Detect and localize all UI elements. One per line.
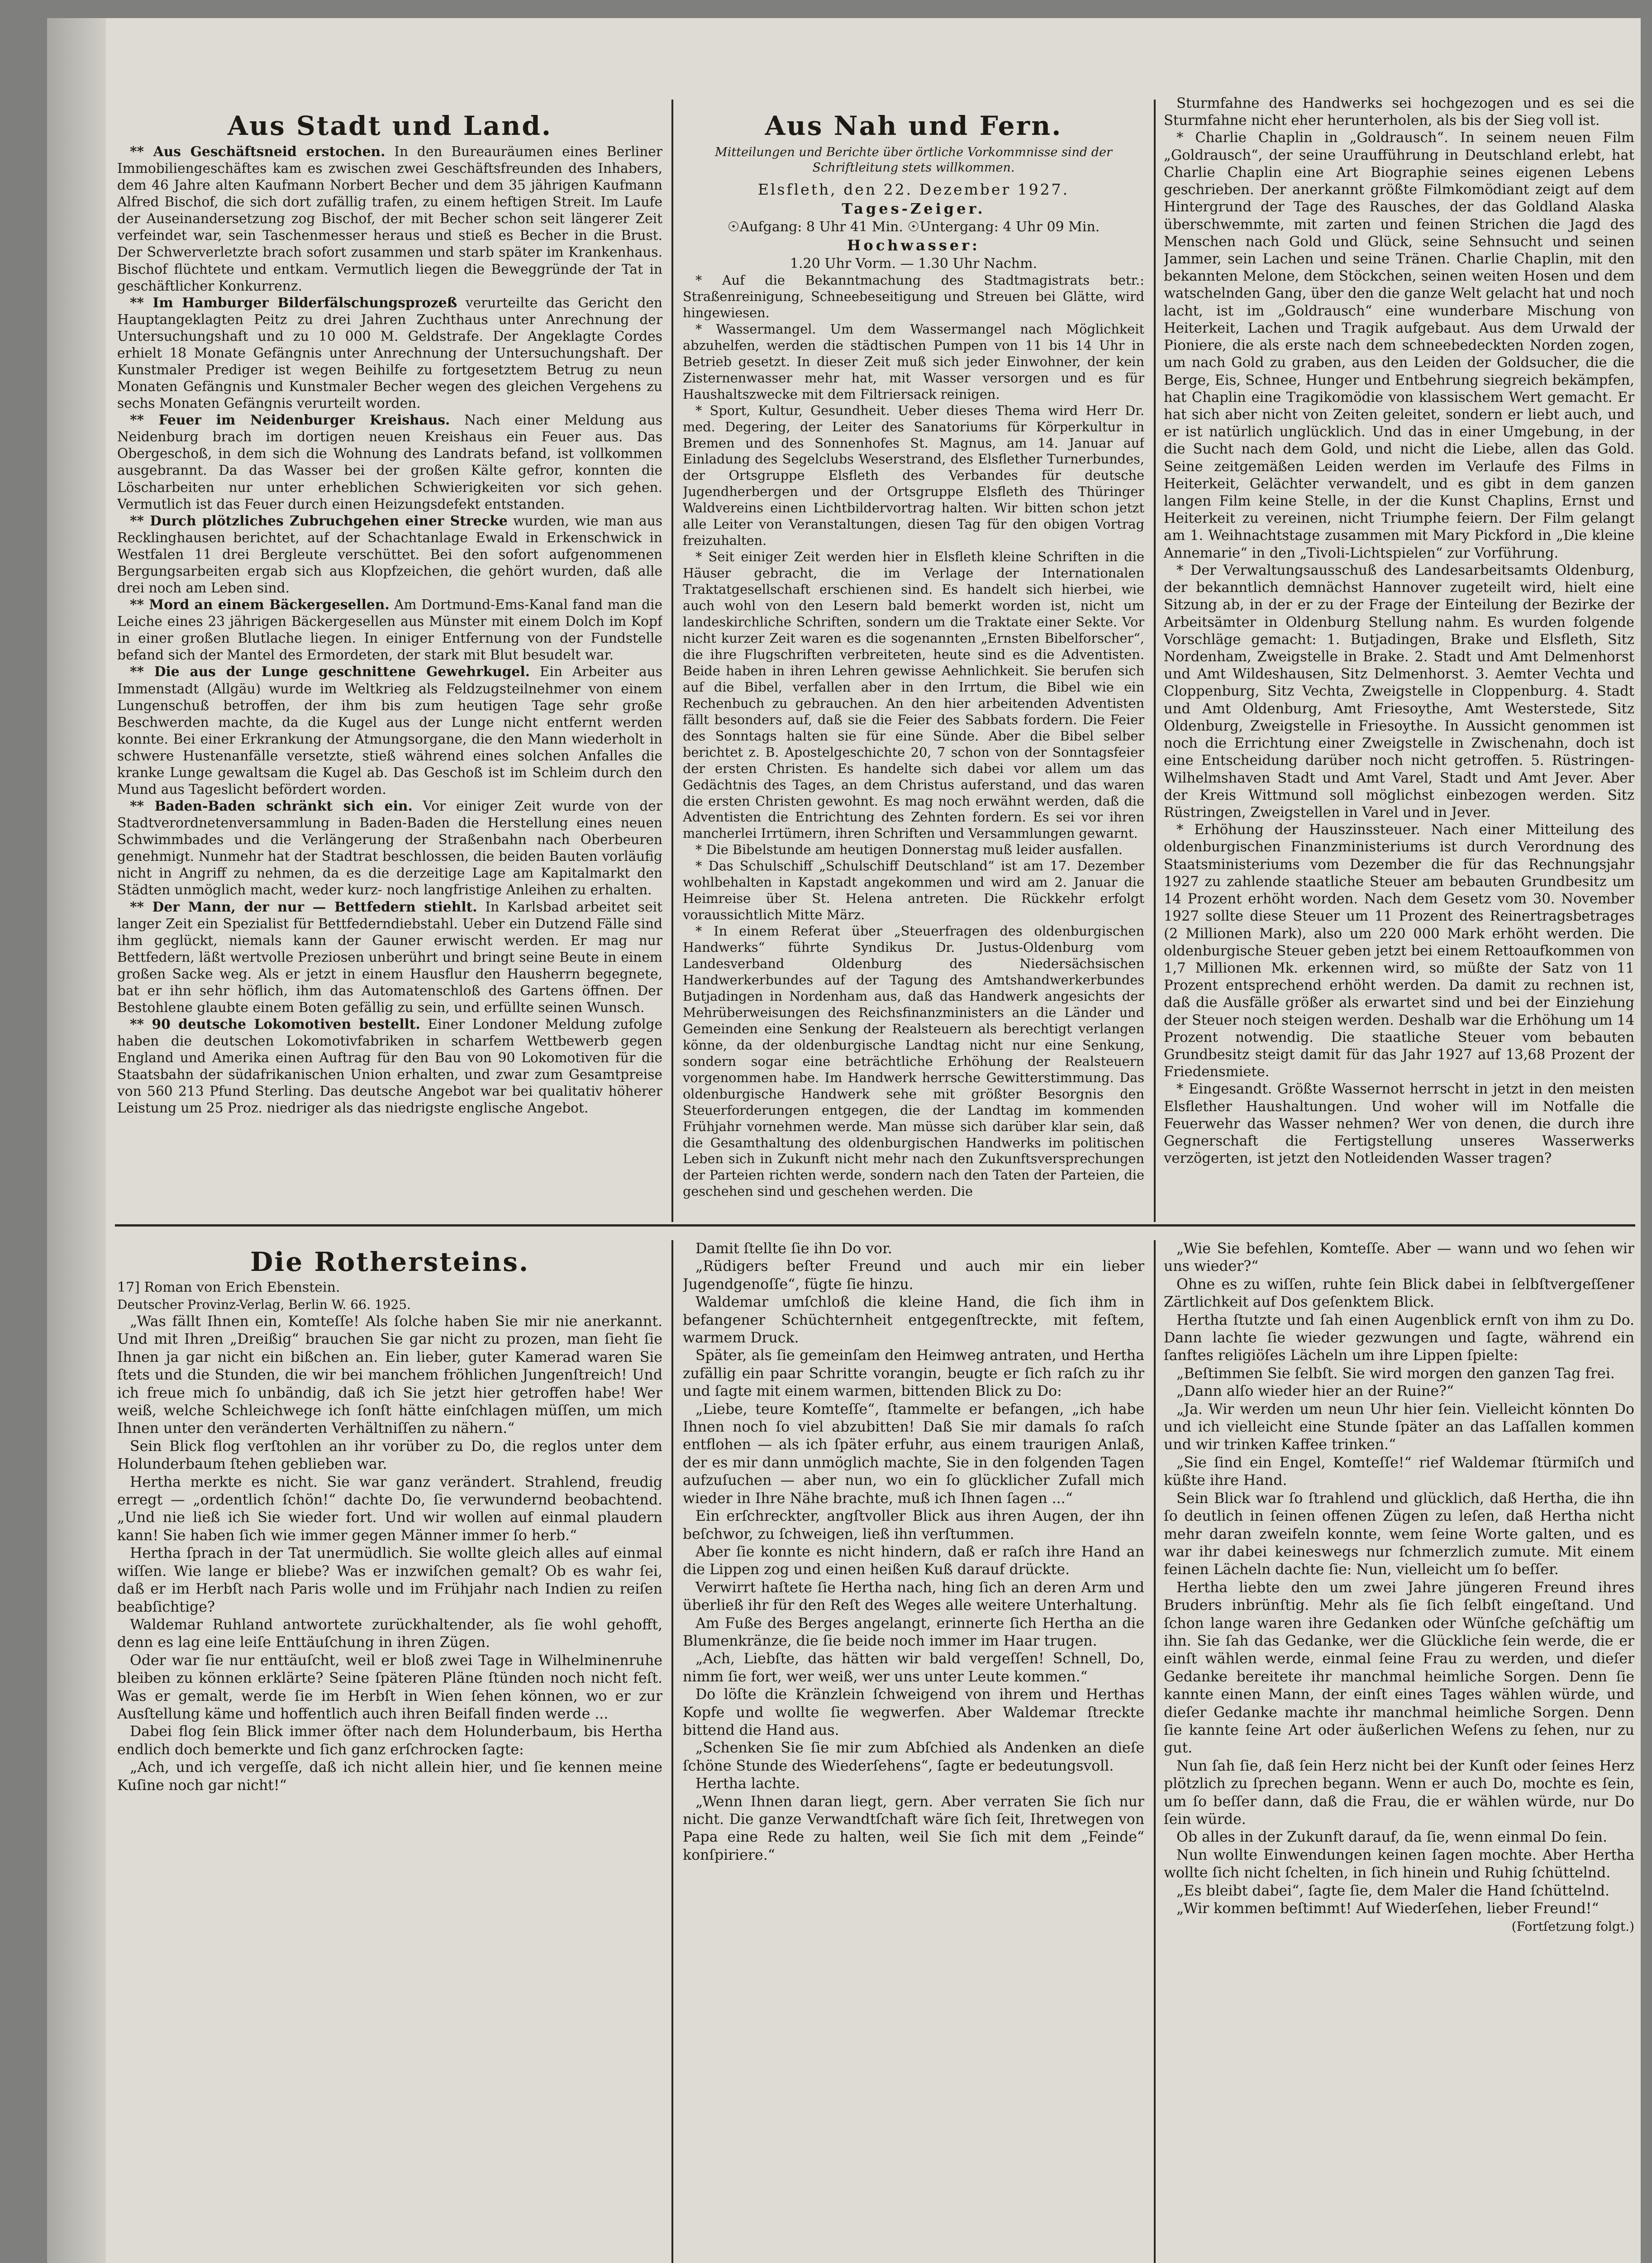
news-text: verurteilte das Gericht den Hauptangeklagten Peitz zu drei Jahren Zuchthaus unter Anrechnung der Untersuchungshaft und zu 10 000 M. Geldstrafe. Der Angeklagte Cordes erhielt 18 Monate Gefängnis unter Anrechnung der Untersuchungshaft. Der Kunstmaler Prediger ist wegen Beihilfe zu fortgesetztem Betrug zu neun Monaten Gefängnis und Kunstmaler Becher wegen des gleichen Vergehens zu sechs Monaten Gefängnis verurteilt worden.: [117, 294, 662, 411]
novel-paragraph: Nun wollte Einwendungen keinen ſagen mochte. Aber Hertha wollte ſich nicht ſchelten, in ſich hinein und Ruhig ſchüttelnd.: [1164, 1847, 1634, 1881]
news-item: * Wassermangel. Um dem Wassermangel nach Möglichkeit abzuhelfen, werden die städtischen Pumpen von 11 bis 14 Uhr in Betrieb gesetzt. In dieser Zeit muß sich jeder Einwohner, der kein Zisternenwasser mehr hat, mit Wasser versorgen und es für Haushaltszwecke mit dem Filtriersack reinigen.: [683, 321, 1144, 402]
news-headline: ** Durch plötzliches Zubruchgehen einer Strecke: [130, 512, 508, 529]
novel-paragraph: Ob alles in der Zukunft darauf, da ſie, wenn einmal Do ſein.: [1176, 1829, 1607, 1846]
novel-byline: [117, 1279, 662, 1296]
novel-paragraph: Hertha liebte den um zwei Jahre jüngeren Freund ihres Bruders inbrünſtig. Mehr als ſie ſich ſelbſt eingeſtand. Und ſchon lange waren ihre Gedanken oder Wünſche geſchäftig um ihn. Sie ſah das Gedanke, wer die Glückliche ſein werde, die er einſt wählen werde, einmal ſeine Frau zu werden, und dieſer Gedanke bereitete ihr manchmal heimliche Sorgen. Denn ſie kannte einen Mann, der einſt eines Tages wählen würde, und dieſer Gedanke machte ihr manchmal heimliche Sorgen. Denn ſie kannte ſeine Art oder äußerlichen Weſens zu ſehen, nur zu gut.: [1164, 1579, 1634, 1757]
news-item: [117, 898, 662, 1016]
news-item: [117, 143, 662, 294]
novel-paragraph: Waldemar umſchloß die kleine Hand, die ſich ihm in befangener Schüchternheit entgegenſtreckte, mit feſtem, warmem Druck.: [683, 1294, 1144, 1346]
news-text: Ein Arbeiter aus Immenstadt (Allgäu) wurde im Weltkrieg als Feldzugsteilnehmer von einem Lungenschuß betroffen, der ihm bis zum heutigen Tage sehr große Beschwerden machte, da die Kugel aus der Lunge nicht entfernt werden konnte. Bei einer Erkrankung der Atmungsorgane, die den Mann wiederholt in schwere Hustenanfälle versetzte, stieß während eines solchen Anfalles die kranke Lunge gewaltsam die Kugel ab. Das Geschoß ist im Schleim durch den Mund aus Tageslicht befördert worden.: [117, 664, 662, 797]
news-item: [117, 294, 662, 412]
news-headline: ** 90 deutsche Lokomotiven bestellt.: [130, 1016, 420, 1032]
novel-paragraph: Hertha ſprach in der Tat unermüdlich. Sie wollte gleich alles auf einmal wiſſen. Wie lange er bliebe? Was er inzwiſchen gemalt? Ob es wahr ſei, daß er im Herbſt nach Paris wolle und im Frühjahr nach Indien zu reiſen beabſichtige?: [117, 1545, 662, 1615]
section-title: Aus Nah und Fern.: [765, 110, 1062, 141]
column-rule: [1154, 100, 1156, 1222]
novel-paragraph: Sein Blick war ſo ſtrahlend und glücklich, daß Hertha, die ihn ſo deutlich in ſeinen offenen Zügen zu leſen, daß Hertha nicht mehr daran zweifeln konnte, wem ſeine Worte galten, und es war ihr dabei keineswegs nur ſchmerzlich zumute. Mit einem feinen Lächeln dachte ſie: Nun, vielleicht um ſo beſſer.: [1164, 1490, 1634, 1578]
news-headline: ** Feuer im Neidenburger Kreishaus.: [130, 412, 450, 428]
novel-text: [683, 1240, 1144, 1864]
novel-text: [117, 1313, 662, 1795]
tageszeiger-label: Tages-Zeiger.: [842, 200, 985, 217]
novel-paragraph: „Ja. Wir werden um neun Uhr hier ſein. Vielleicht könnten Do und ich vielleicht eine Stunde ſpäter an das Laſſallen kommen und wir trinken Kaffee trinken.“: [1164, 1401, 1634, 1453]
news-headline: ** Aus Geschäftsneid erstochen.: [130, 143, 386, 159]
section-subtitle: Mitteilungen und Berichte über örtliche Vorkommnisse sind der Schriftleitung stets willkommen.: [715, 145, 1112, 175]
novel-paragraph: Aber ſie konnte es nicht hindern, daß er raſch ihre Hand an die Lippen zog und einen heißen Kuß darauf drückte.: [683, 1543, 1144, 1578]
news-item: [117, 596, 662, 663]
news-text: Vor einiger Zeit wurde von der Stadtverordnetenversammlung in Baden-Baden die Herstellung eines neuen Schwimmbades und die Verlängerung der Straßenbahn nach Oberbeuren genehmigt. Nunmehr hat der Stadtrat beschlossen, die beiden Bauten vorläufig nicht in Angriff zu nehmen, da es die derzeitige Lage am Kapitalmarkt den Städten unmöglich macht, weder kurz- noch langfristige Anleihen zu erhalten.: [117, 798, 662, 898]
news-item: * Sport, Kultur, Gesundheit. Ueber dieses Thema wird Herr Dr. med. Degering, der Leiter des Sanatoriums für Körperkultur in Bremen und des Sonnenhofes St. Magnus, am 14. Januar auf Einladung des Segelclubs Weserstrand, des Elsflether Turnerbundes, der Ortsgruppe Elsfleth des Verbandes für deutsche Jugendherbergen und der Ortsgruppe Elsfleth des Thüringer Waldvereins einen Lichtbildervortrag halten. Wir bitten schon jetzt alle Leiter von Veranstaltungen, diesen Tag für den obigen Vortrag freizuhalten.: [683, 402, 1144, 549]
article-list: [117, 143, 662, 1117]
news-item: * Erhöhung der Hauszinssteuer. Nach einer Mitteilung des oldenburgischen Finanzministeriums ist durch Verordnung des Staatsministeriums vom Dezember die für das Rechnungsjahr 1927 zu zahlende staatliche Steuer am bebauten Grundbesitz um 14 Prozent erhöht worden. Nach dem Gesetz vom 30. November 1927 sollte diese Steuer um 11 Prozent des Reinertragsbetrages (2 Millionen Mark), also um 220 000 Mark erhöht werden. Die oldenburgische Steuer geben jetzt bei einem Rettoaufkommen von 1,7 Millionen Mk. erkennen wird, so müßte der Satz von 11 Prozent entsprechend erhöht werden. Da damit zu rechnen ist, daß die Ausfälle größer als erwartet sind und bei der Einziehung der Steuer noch steigen werden. Deshalb war die Erhöhung um 14 Prozent notwendig. Die staatliche Steuer vom bebauten Grundbesitz steigt damit für das Jahr 1927 auf 13,68 Prozent der Friedensmiete.: [1164, 822, 1634, 1080]
novel-paragraph: Dabei flog ſein Blick immer öfter nach dem Holunderbaum, bis Hertha endlich doch bemerkte und ſich ganz erſchrocken ſagte:: [117, 1724, 662, 1758]
publisher-line: Deutscher Provinz-Verlag, Berlin W. 66. 1925.: [117, 1297, 411, 1312]
column-rule: [671, 100, 673, 1222]
column-rule: [671, 1240, 673, 2263]
author-line: Roman von Erich Ebenstein.: [144, 1280, 340, 1295]
news-item: * Seit einiger Zeit werden hier in Elsfleth kleine Schriften in die Häuser gebracht, die im Verlage der Internationalen Traktatgesellschaft erschienen sind. Es handelt sich hierbei, wie auch wohl von den Lesern bald bemerkt worden ist, nicht um landeskirchliche Schriften, sondern um die Traktate einer Sekte. Vor nicht kurzer Zeit waren es die sogenannten „Ernsten Bibelforscher“, die ihre Flugschriften verbreiteten, heute sind es die Adventisten. Beide haben in ihren Lehren gewisse Aehnlichkeit. Sie berufen sich auf die Bibel, verfallen aber in den Irrtum, die Bibel wie ein Rechenbuch zu gebrauchen. An den hier arbeitenden Adventisten fällt besonders auf, daß sie die Feier des Sabbats fordern. Die Feier des Sonntags halten sie für eine Sünde. Aber die Bibel selber berichtet z. B. Apostelgeschichte 20, 7 schon von der Sonntagsfeier der ersten Christen. Es handelte sich dabei vor allem um das Gedächtnis des Tages, an dem Christus auferstand, und das waren die ersten Christen gewohnt. Es mag noch erwähnt werden, daß die Adventisten die Entrichtung des Zehnten fordern. Es sei vor ihren mancherlei Irrtümern, ihren Schriften und Versammlungen gewarnt.: [683, 549, 1144, 841]
novel-paragraph: „Sie ſind ein Engel, Komteſſe!“ rief Waldemar ſtürmiſch und küßte ihre Hand.: [1164, 1454, 1634, 1489]
hochwasser-label: Hochwasser:: [847, 237, 980, 254]
news-item: [117, 797, 662, 898]
novel-text: [1164, 1240, 1634, 1918]
novel-paragraph: „Beſtimmen Sie ſelbſt. Sie wird morgen den ganzen Tag frei.: [1176, 1365, 1615, 1382]
novel-paragraph: „Wie Sie befehlen, Komteſſe. Aber — wann und wo ſehen wir uns wieder?“: [1164, 1241, 1634, 1275]
hochwasser-times: 1.20 Uhr Vorm. — 1.30 Uhr Nachm.: [790, 256, 1038, 272]
news-text: In den Bureauräumen eines Berliner Immobiliengeschäftes kam es zwischen zwei Geschäftsfreunden des Inhabers, dem 46 Jahre alten Kaufmann Norbert Becher und dem 35 jährigen Kaufmann Alfred Bischof, die sich dort zufällig trafen, zu einem heftigen Streit. Im Laufe der Auseinandersetzung zog Bischof, der mit Becher schon seit längerer Zeit verfeindet war, sein Taschenmesser heraus und stieß es Becher in die Brust. Der Schwerverletzte brach sofort zusammen und starb später im Krankenhaus. Bischof flüchtete und entkam. Vermutlich liegen die Beweggründe der Tat in geschäftlicher Konkurrenz.: [117, 143, 662, 294]
column-local-news-continued: [1164, 95, 1634, 1217]
column-aus-stadt-und-land: [117, 109, 662, 1217]
novel-paragraph: Ein erſchreckter, angſtvoller Blick aus ihren Augen, der ihn beſchwor, zu ſchweigen, ließ ihn verſtummen.: [683, 1508, 1144, 1542]
news-item: * Eingesandt. Größte Wassernot herrscht in jetzt in den meisten Elsflether Haushaltungen. Und woher will im Notfalle die Feuerwehr das Wasser nehmen? Wer von denen, die durch ihre Gegnerschaft die Fertigstellung unseres Wasserwerks verzögerten, ist jetzt den Notleidenden Wasser tragen?: [1164, 1081, 1634, 1167]
novel-paragraph: Hertha ſtutzte und ſah einen Augenblick ernſt von ihm zu Do. Dann lachte ſie wieder gezwungen und ſagte, während ein ſanftes religiöſes Lächeln um ihre Lippen ſpielte:: [1164, 1312, 1634, 1364]
continuation-note: (Fortſetzung folgt.): [1511, 1919, 1634, 1934]
novel-paragraph: Am Fuße des Berges angelangt, erinnerte ſich Hertha an die Blumenkränze, die ſie beide noch immer im Haar trugen.: [683, 1615, 1144, 1649]
news-item: Sturmfahne des Handwerks sei hochgezogen und es sei die Sturmfahne nicht eher herunterholen, als bis der Sieg voll ist.: [1164, 95, 1634, 129]
novel-paragraph: Ohne es zu wiſſen, ruhte ſein Blick dabei in ſelbſtvergeſſener Zärtlichkeit auf Dos geſenktem Blick.: [1164, 1276, 1634, 1311]
novel-paragraph: Verwirrt haſtete ſie Hertha nach, hing ſich an deren Arm und überließ ihr für den Reſt des Weges alle weitere Unterhaltung.: [683, 1579, 1144, 1614]
novel-paragraph: Später, als ſie gemeinſam den Heimweg antraten, und Hertha zufällig ein paar Schritte vorangin, beugte er ſich raſch zu ihr und ſagte mit einem warmen, bittenden Blick zu Do:: [683, 1347, 1144, 1400]
novel-paragraph: „Dann alſo wieder hier an der Ruine?“: [1176, 1383, 1454, 1400]
news-item: [117, 411, 662, 512]
newspaper-page: [47, 18, 1641, 2263]
column-aus-nah-und-fern: [683, 109, 1144, 1217]
news-item: [117, 663, 662, 797]
novel-paragraph: Hertha lachte.: [695, 1776, 800, 1792]
novel-paragraph: Waldemar Ruhland antwortete zurückhaltender, als ſie wohl gehofft, denn es lag eine leiſe Enttäuſchung in ihren Zügen.: [117, 1616, 662, 1651]
news-text: In Karlsbad arbeitet seit langer Zeit ein Spezialist für Bettfederndiebstahl. Ueber ein Dutzend Fälle sind ihm geglückt, niemals kann der Gauner erwischt werden. Er mag nur Bettfedern, läßt wertvolle Preziosen unberührt und bringt seine Beute in einem großen Sacke weg. Als er jetzt in einem Hausflur den Hausherrn begegnete, bat er ihn sehr höflich, ihm das Automatenschloß des Gartens öffnen. Der Bestohlene glaubte einem Boten gefällig zu sein, und erfüllte seinen Wunsch.: [117, 898, 662, 1015]
novel-paragraph: „Wenn Ihnen daran liegt, gern. Aber verraten Sie ſich nur nicht. Die ganze Verwandtſchaft wäre ſich ſeit, Ihretwegen von Papa eine Rede zu halten, weil Sie ſich mit dem „Feinde“ konſpiriere.“: [683, 1793, 1144, 1863]
novel-paragraph: „Liebe, teure Komteſſe“, ſtammelte er befangen, „ich habe Ihnen noch ſo viel abzubitten! Daß Sie mir damals ſo raſch entflohen — als ich ſpäter erfuhr, aus einem traurigen Anlaß, der es mir dann unmöglich machte, Sie in den folgenden Tagen aufzuſuchen — aber nun, wo ein ſo glücklicher Zufall mich wieder in Ihre Nähe brachte, muß ich Ihnen ſagen ...“: [683, 1401, 1144, 1507]
news-item: * In einem Referat über „Steuerfragen des oldenburgischen Handwerks“ führte Syndikus Dr. Justus-Oldenburg vom Landesverband Oldenburg des Niedersächsischen Handwerkerbundes auf der Tagung des Amtshandwerkerbundes Butjadingen in Nordenham aus, daß das Handwerk angesichts der Mehrüberweisungen des Reichsfinanzministers an die Länder und Gemeinden eine Senkung der Realsteuern als berechtigt verlangen könne, da der oldenburgische Landtag nicht nur eine Senkung, sondern sogar eine beträchtliche Erhöhung der Realsteuern vorgenommen habe. Im Handwerk herrsche Gewitterstimmung. Das oldenburgische Handwerk sehe mit größter Besorgnis den Steuerforderungen entgegen, die der Landtag im kommenden Frühjahr vornehmen werde. Man müsse sich darüber klar sein, daß die Gesamthaltung des oldenburgischen Handwerks im politischen Leben sich in Zukunft nicht mehr nach den Zukunftsversprechungen der Parteien richten werde, sondern nach den Taten der Parteien, die geschehen sind und geschehen werden. Die: [683, 923, 1144, 1199]
news-item: * Die Bibelstunde am heutigen Donnerstag muß leider ausfallen.: [695, 842, 1123, 858]
news-text: Einer Londoner Meldung zufolge haben die deutschen Lokomotivfabriken in scharfem Wettbewerb gegen England und Amerika einen Auftrag für den Bau von 90 Lokomotiven für die Staatsbahn der südafrikanischen Union erhalten, und zwar zum Gesamtpreise von 560 213 Pfund Sterling. Das deutsche Angebot war bei qualitativ höherer Leistung um 25 Proz. niedriger als das niedrigste englische Angebot.: [117, 1016, 662, 1116]
news-item: * Charlie Chaplin in „Goldrausch“. In seinem neuen Film „Goldrausch“, der seine Uraufführung in Deutschland erlebt, hat Charlie Chaplin eine Art Biographie seines eigenen Lebens geschrieben. Der anerkannt größte Filmkomödiant zeigt auf dem Hintergrund der Tage des Rausches, der das Goldland Alaska überschwemmte, mit zarten und feinen Strichen die Jagd des Menschen nach Gold und Glück, seine Sehnsucht und seinen Jammer, sein Lachen und seine Tränen. Charlie Chaplin, mit den bekannten Melone, dem Stöckchen, seinen weiten Hosen und dem watschelnden Gang, über den die ganze Welt gelacht hat und noch lacht, ist im „Goldrausch“ eine wunderbare Mischung von Heiterkeit, Lachen und Tragik aufgebaut. Aus dem Urwald der Pioniere, die als erste nach dem schneebedeckten Norden zogen, um nach Gold zu graben, aus den Leiden der Goldsucher, die die Berge, Eis, Schnee, Hunger und Entbehrung siegreich bekämpfen, hat Chaplin eine Tragikomödie von klassischem Wert gemacht. Er hat sich aber nicht von Zeiten geleitet, sondern er liebt auch, und er ist natürlich unglücklich. Und das in einer Umgebung, in der die Sucht nach dem Gold, und nicht die Liebe, allen das Gold. Seine zeitgemäßen Leiden werden im Verlaufe des Films in Heiterkeit, Gelächter verwandelt, und es gibt in dem ganzen langen Film keine Stelle, in der die Kunst Chaplins, Ernst und Heiterkeit zu vereinen, nicht Triumphe feiern. Der Film gelangt am 1. Weihnachtstage zusammen mit Mary Pickford in „Die kleine Annemarie“ in den „Tivoli-Lichtspielen“ zur Vorführung.: [1164, 130, 1634, 561]
news-text: Am Dortmund-Ems-Kanal fand man die Leiche eines 23 jährigen Bäckergesellen aus Münster mit einem Dolch im Kopf in einer großen Blutlache liegen. In einiger Entfernung von der Fundstelle befand sich der Mantel des Ermordeten, der stark mit Blut besudelt war.: [117, 597, 662, 663]
column-rule: [1154, 1240, 1156, 2263]
novel-paragraph: Nun ſah ſie, daß ſein Herz nicht bei der Kunſt oder ſeines Herz plötzlich zu ſprechen begann. Wenn er auch Do, mochte es ſein, um ſo beſſer dann, daß die Frau, die er wählen würde, nur Do ſein würde.: [1164, 1757, 1634, 1828]
novel-paragraph: Do löſte die Kränzlein ſchweigend von ihrem und Herthas Kopfe und wollte ſie wegwerfen. Aber Waldemar ſtreckte bittend die Hand aus.: [683, 1686, 1144, 1738]
novel-paragraph: „Schenken Sie ſie mir zum Abſchied als Andenken an dieſe ſchöne Stunde des Wiederſehens“, ſagte er bedeutungsvoll.: [683, 1740, 1144, 1774]
section-rule: [115, 1224, 1635, 1227]
news-item: * Das Schulschiff „Schulschiff Deutschland“ ist am 17. Dezember wohlbehalten in Kapstadt angekommen und wird am 2. Januar die Heimreise über St. Helena antreten. Die Rückkehr erfolgt voraussichtlich Mitte März.: [683, 858, 1144, 923]
novel-column-1: [117, 1245, 662, 2263]
news-text: Nach einer Meldung aus Neidenburg brach im dortigen neuen Kreishaus ein Feuer aus. Das Obergeschoß, in dem sich die Wohnung des Landrats befand, ist vollkommen ausgebrannt. Da das Wasser bei der großen Kälte gefror, konnten die Löscharbeiten nur unter erheblichen Schwierigkeiten vor sich gehen. Vermutlich ist das Feuer durch einen Heizungsdefekt entstanden.: [117, 412, 662, 512]
novel-paragraph: „Was fällt Ihnen ein, Komteſſe! Als ſolche haben Sie mir nie anerkannt. Und mit Ihren „Dreißig“ brauchen Sie gar nicht zu prozen, man ſieht ſie Ihnen ja gar nicht ein bißchen an. Ein lieber, guter Kamerad waren Sie ſtets und die Stunden, die wir bei manchem fröhlichen Jungenſtreich! Und ich freue mich ſo unbändig, daß ich Sie jetzt hier getroffen habe! Wer weiß, welche Schleichwege ich ſonſt hätte einſchlagen müſſen, um mich Ihnen unter den veränderten Verhältniſſen zu nähern.“: [117, 1313, 662, 1437]
article-list: [1164, 95, 1634, 1168]
novel-paragraph: „Wir kommen beſtimmt! Auf Wiederſehen, lieber Freund!“: [1176, 1900, 1599, 1917]
news-item: [117, 512, 662, 596]
news-text: wurden, wie man aus Recklinghausen berichtet, auf der Schachtanlage Ewald in Erkenschwick in Westfalen 11 drei Bergleute verschüttet. Bei den sofort aufgenommenen Bergungsarbeiten ergab sich aus Klopfzeichen, die gehört wurden, daß alle drei noch am Leben sind.: [117, 512, 662, 596]
news-headline: ** Im Hamburger Bilderfälschungsprozeß: [130, 294, 457, 310]
novel-column-2: [683, 1240, 1144, 2263]
novel-title: Die Rothersteins.: [250, 1246, 530, 1277]
news-item: * Auf die Bekanntmachung des Stadtmagistrats betr.: Straßenreinigung, Schneebeseitigung und Streuen bei Glätte, wird hingewiesen.: [683, 272, 1144, 320]
installment-number: 17]: [117, 1280, 140, 1295]
novel-paragraph: Sein Blick flog verſtohlen an ihr vorüber zu Do, die reglos unter dem Holunderbaum ſtehen geblieben war.: [117, 1438, 662, 1473]
dateline: Elsfleth, den 22. Dezember 1927.: [757, 181, 1070, 198]
sun-times: ☉Aufgang: 8 Uhr 41 Min. ☉Untergang: 4 Uhr 09 Min.: [727, 219, 1100, 235]
news-headline: ** Der Mann, der nur — Bettfedern stiehlt.: [130, 898, 477, 915]
news-item: * Der Verwaltungsausschuß des Landesarbeitsamts Oldenburg, der bekanntlich demnächst Hannover zugeteilt wird, hielt eine Sitzung ab, in der er zu der Frage der Einteilung der Bezirke der Arbeitsämter in Oldenburg Stellung nahm. Es wurden folgende Vorschläge gemacht: 1. Butjadingen, Brake und Elsfleth, Sitz Nordenham, Zweigstelle in Brake. 2. Stadt und Amt Delmenhorst und Amt Wildeshausen, Sitz Delmenhorst. 3. Aemter Vechta und Cloppenburg, Sitz Vechta, Zweigstelle in Cloppenburg. 4. Stadt und Amt Oldenburg, Amt Friesoythe, Amt Westerstede, Sitz Oldenburg, Zweigstelle in Friesoythe. In Aussicht genommen ist noch die Errichtung einer Zweigstelle in Zwischenahn, doch ist eine Entscheidung darüber noch nicht getroffen. 5. Rüstringen-Wilhelmshaven Stadt und Amt Varel, Stadt und Amt Jever. Aber der Kreis Wittmund soll möglichst einbezogen werden. Sitz Rüstringen, Zweigstellen in Varel und in Jever.: [1164, 562, 1634, 821]
novel-paragraph: „Ach, Liebſte, das hätten wir bald vergeſſen! Schnell, Do, nimm ſie fort, wer weiß, wer uns unter Leute kommen.“: [683, 1651, 1144, 1685]
novel-column-3: [1164, 1240, 1634, 2263]
news-headline: ** Mord an einem Bäckergesellen.: [130, 597, 390, 613]
section-title: Aus Stadt und Land.: [227, 110, 552, 141]
novel-paragraph: „Es bleibt dabei“, ſagte ſie, dem Maler die Hand ſchüttelnd.: [1176, 1882, 1610, 1899]
novel-paragraph: „Rüdigers beſter Freund und auch mir ein lieber Jugendgenoſſe“, fügte ſie hinzu.: [683, 1258, 1144, 1293]
news-headline: ** Baden-Baden schränkt sich ein.: [130, 798, 413, 814]
news-item: [117, 1016, 662, 1116]
novel-paragraph: Hertha merkte es nicht. Sie war ganz verändert. Strahlend, freudig erregt — „ordentlich ſchön!“ dachte Do, ſie verwundernd beobachtend. „Und nie ließ ich Sie wieder fort. Und wir wollen auf einmal plaudern kann! Sie haben ſich wie immer gegen Männer immer ſo herb.“: [117, 1474, 662, 1544]
novel-paragraph: „Ach, und ich vergeſſe, daß ich nicht allein hier, und ſie kennen meine Kuſine noch gar nicht!“: [117, 1759, 662, 1794]
novel-paragraph: Damit ſtellte ſie ihn Do vor.: [695, 1241, 892, 1257]
news-headline: ** Die aus der Lunge geschnittene Gewehrkugel.: [130, 664, 530, 680]
novel-paragraph: Oder war ſie nur enttäuſcht, weil er bloß zwei Tage in Wilhelminenruhe bleiben zu können erklärte? Seine ſpäteren Pläne ſtünden noch nicht feſt. Was er gemalt, werde ſie im Herbſt in Wien ſehen können, wo er zur Ausſtellung käme und hoffentlich auch ihren Beifall finden werde ...: [117, 1652, 662, 1722]
binding-gutter: [47, 18, 106, 2263]
article-list: [683, 272, 1144, 1200]
